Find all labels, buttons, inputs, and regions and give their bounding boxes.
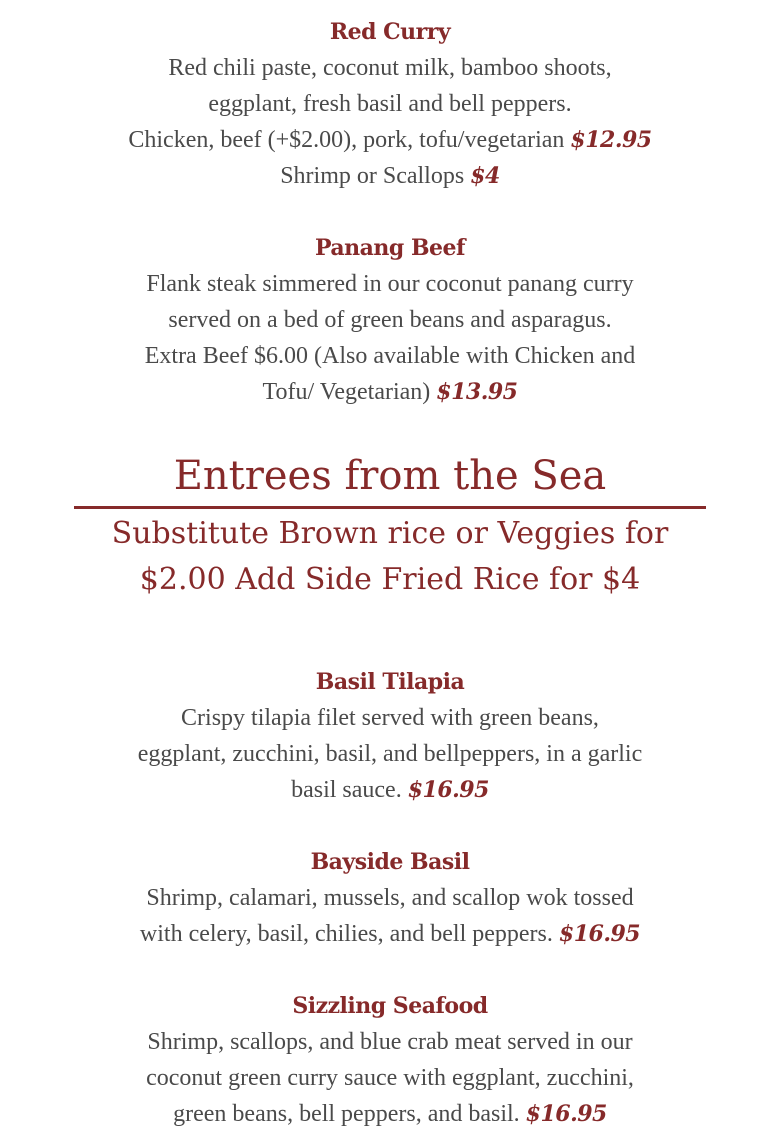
item-description-text: Chicken, beef (+$2.00), pork, tofu/vegetarian [128, 127, 565, 153]
item-price: $13.95 [436, 379, 518, 405]
section-header [0, 448, 780, 504]
item-description-line [0, 374, 780, 410]
item-description-line: Crispy tilapia filet served with green beans, [181, 705, 599, 731]
item-description-text: Shrimp or Scallops [280, 163, 465, 189]
item-description-line: Red chili paste, coconut milk, bamboo shoots, [168, 55, 612, 81]
item-description-line: eggplant, zucchini, basil, and bellpeppers, in a garlic [137, 741, 643, 767]
item-description-line [0, 1096, 780, 1132]
item-description-line: Shrimp, calamari, mussels, and scallop wok tossed [146, 885, 634, 911]
menu-item-red-curry [0, 14, 780, 194]
section-note-line: $2.00 Add Side Fried Rice for $4 [139, 562, 641, 597]
menu-item-sizzling-seafood [0, 988, 780, 1132]
section-note [110, 511, 670, 603]
item-name: Red Curry [329, 19, 451, 45]
item-price: $16.95 [558, 921, 641, 947]
item-description-line: eggplant, fresh basil and bell peppers. [208, 91, 572, 117]
item-description-line: Shrimp, scallops, and blue crab meat served in our [147, 1029, 633, 1055]
item-name: Basil Tilapia [315, 669, 465, 695]
section-divider [74, 506, 706, 509]
item-description-line [0, 122, 780, 158]
item-description-line [0, 772, 780, 808]
section-note-line: Substitute Brown rice or Veggies for [111, 516, 669, 551]
item-description-line [0, 158, 780, 194]
item-price: $12.95 [570, 127, 652, 153]
item-description-line: coconut green curry sauce with eggplant, zucchini, [146, 1065, 634, 1091]
item-description-line: Extra Beef $6.00 (Also available with Chicken and [144, 343, 636, 369]
item-description-text: with celery, basil, chilies, and bell peppers. [139, 921, 553, 947]
menu-item-basil-tilapia [0, 664, 780, 808]
item-description-line: Flank steak simmered in our coconut panang curry [146, 271, 634, 297]
item-price: $16.95 [525, 1101, 607, 1127]
menu-item-panang-beef [0, 230, 780, 410]
item-description-text: Tofu/ Vegetarian) [262, 379, 431, 405]
item-price: $16.95 [407, 777, 489, 803]
item-description-text: green beans, bell peppers, and basil. [173, 1101, 520, 1127]
menu-item-bayside-basil [0, 844, 780, 952]
item-price: $4 [470, 163, 500, 189]
item-description-line: served on a bed of green beans and asparagus. [168, 307, 612, 333]
item-name: Sizzling Seafood [292, 993, 488, 1019]
item-name: Panang Beef [314, 235, 466, 261]
item-description-line [0, 916, 780, 952]
section-title: Entrees from the Sea [173, 453, 607, 499]
item-name: Bayside Basil [310, 849, 470, 875]
item-description-text: basil sauce. [291, 777, 402, 803]
